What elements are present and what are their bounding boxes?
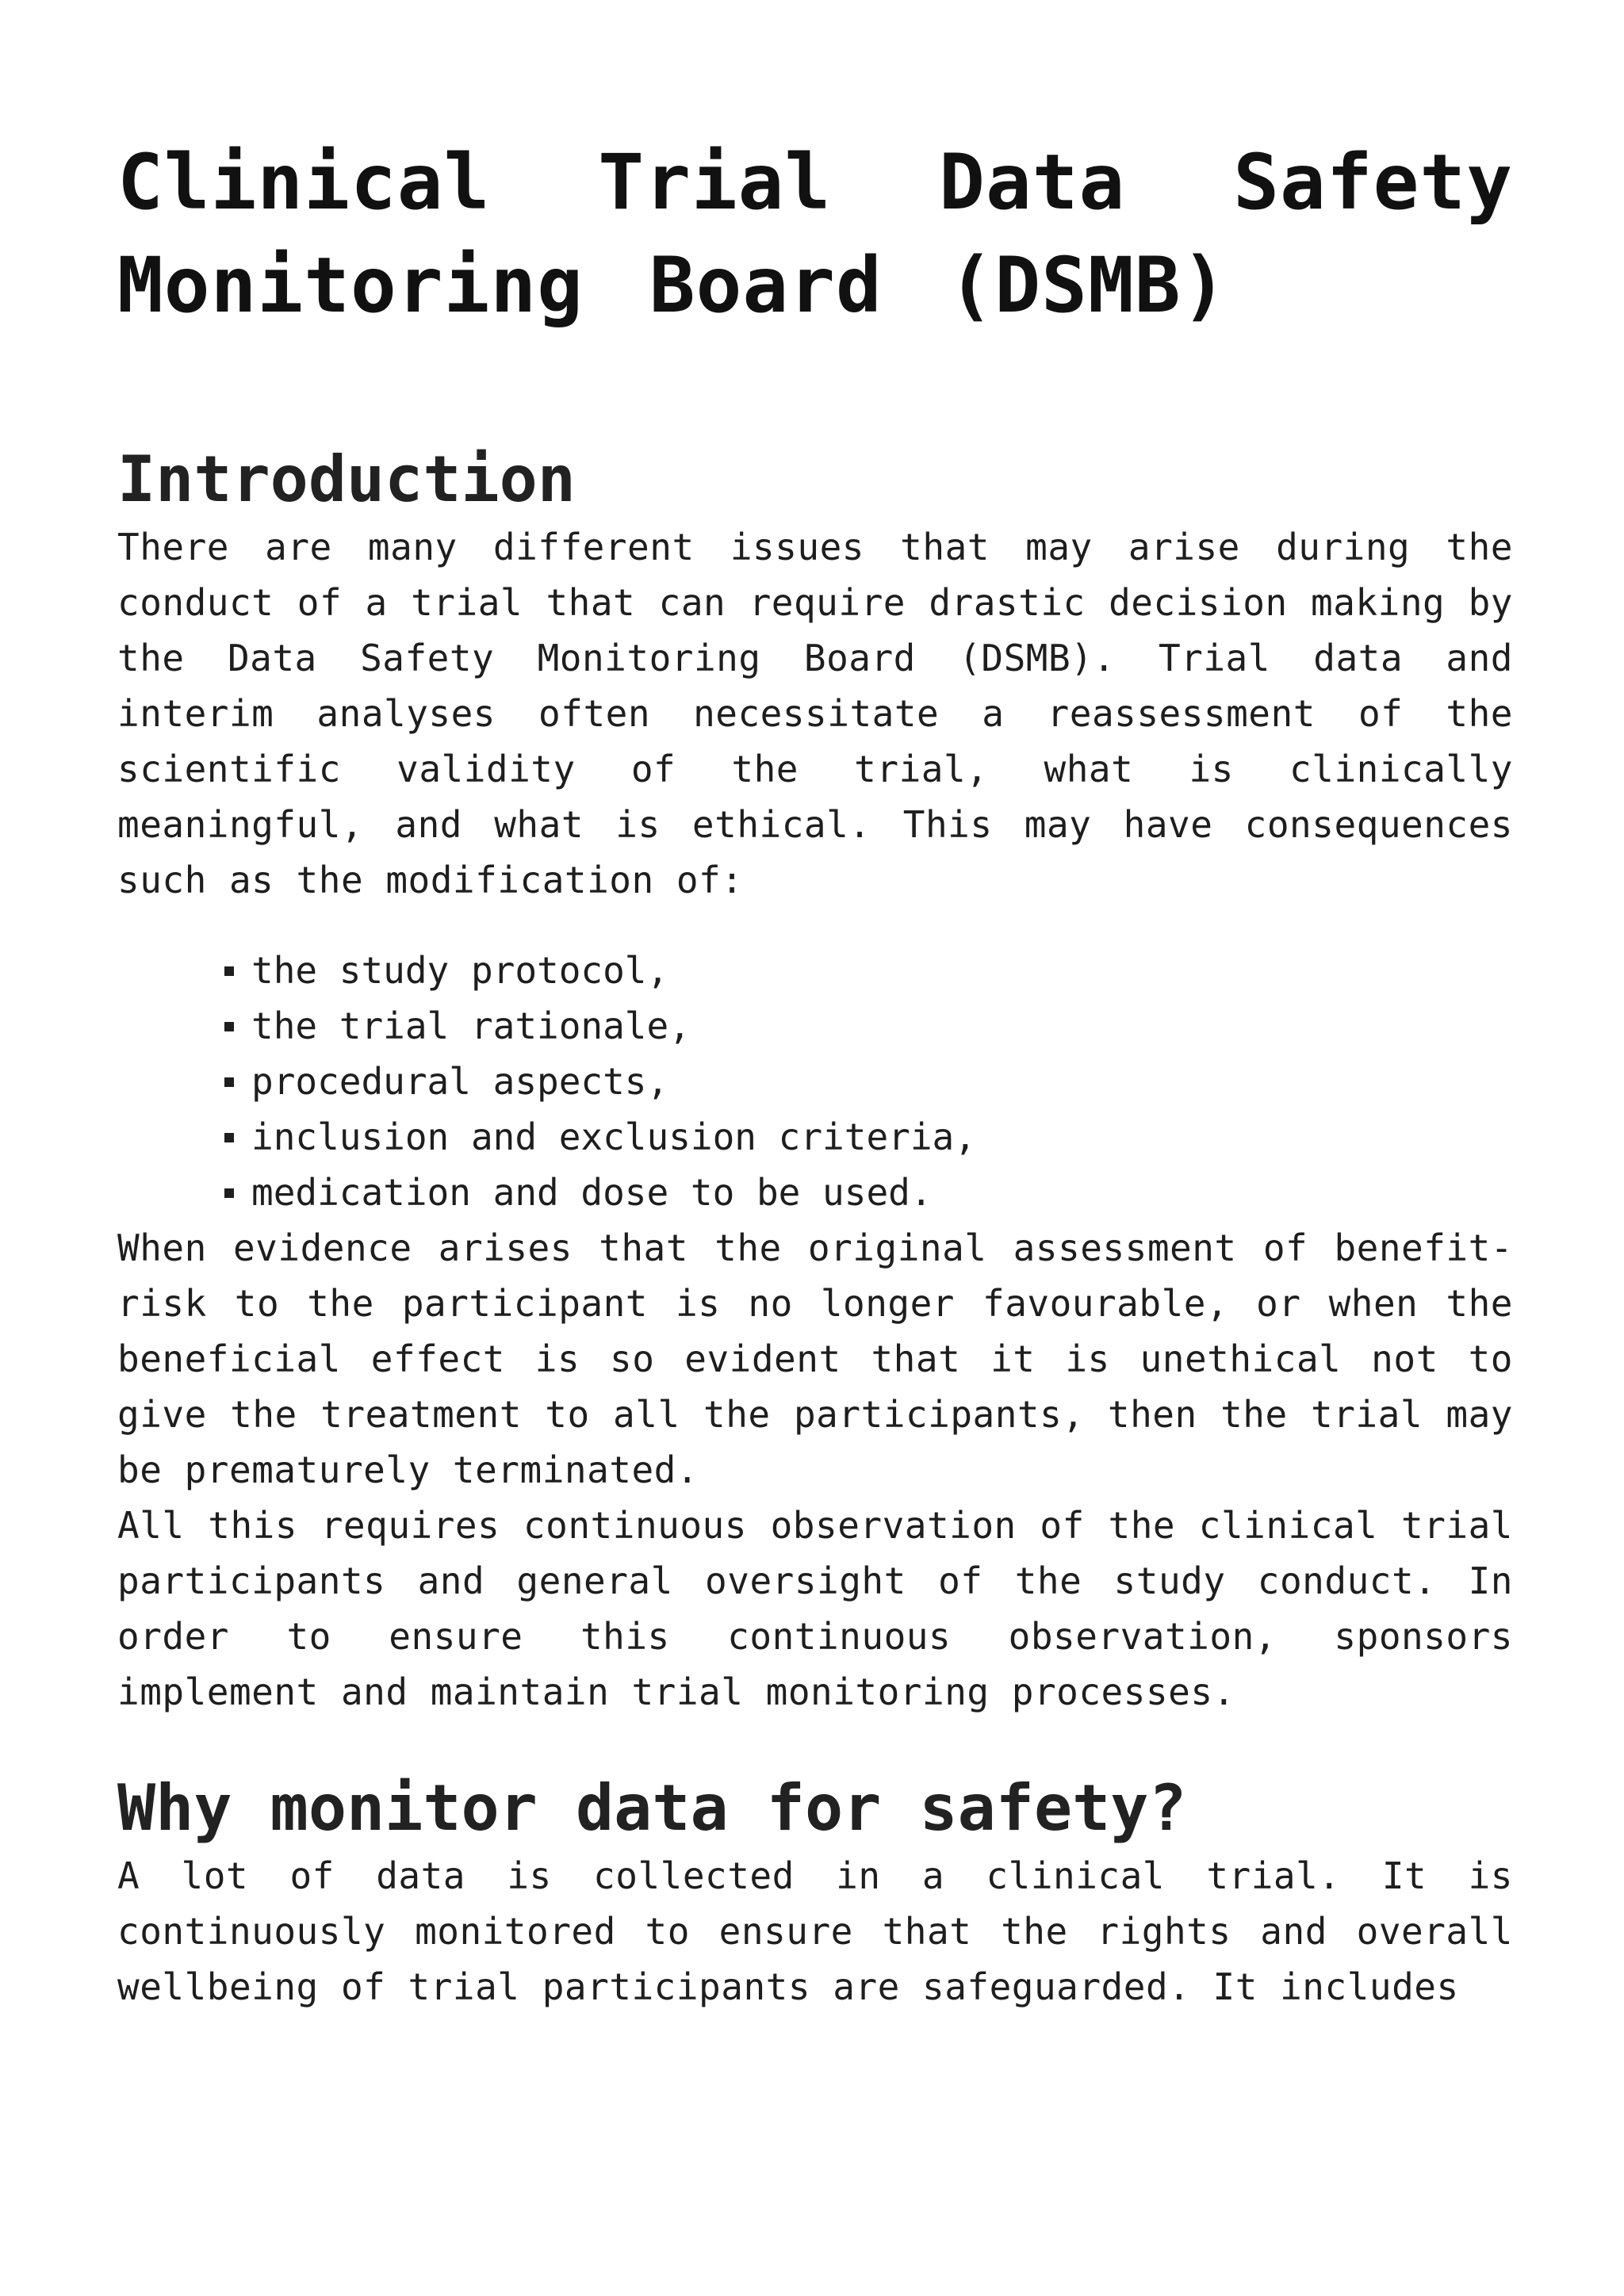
list-item-text: procedural aspects, [251,1060,669,1103]
list-item-text: the study protocol, [251,949,669,992]
monitoring-paragraph: All this requires continuous observation of the clinical trial participants and general oversight of the study conduct. In order to ensure this continuous observation, sponsors implement and maintain trial monitoring processes. [117,1504,1513,1713]
bullet-square-icon [224,1022,234,1031]
list-item [224,1165,1513,1220]
introduction-paragraph: There are many different issues that may arise during the conduct of a trial that can require drastic decision making by the Data Safety Monitoring Board (DSMB). Trial data and interim analyses often necessitate a reassessment of the scientific validity of the trial, what is clinically meaningful, and what is ethical. This may have consequences such as the modification of: [117,526,1513,901]
list-item [224,998,1513,1054]
section-heading-introduction: Introduction [117,442,576,516]
bullet-square-icon [224,1188,234,1198]
section-heading-why-monitor: Why monitor data for safety? [117,1771,1187,1845]
document-page [117,131,1513,2015]
list-item [224,1109,1513,1165]
modification-list [117,943,1513,1220]
bullet-square-icon [224,966,234,976]
list-item [224,943,1513,998]
list-item-text: inclusion and exclusion criteria, [251,1115,976,1158]
bullet-square-icon [224,1077,234,1087]
termination-paragraph: When evidence arises that the original assessment of benefit-risk to the participant is no longer favourable, or when the beneficial effect is so evident that it is unethical not to give the treatment to all the participants, then the trial may be prematurely terminated. [117,1226,1513,1491]
page-title: Clinical Trial Data Safety Monitoring Board (DSMB) [117,138,1513,330]
why-monitor-paragraph: A lot of data is collected in a clinical trial. It is continuously monitored to ensure that the rights and overall wellbeing of trial participants are safeguarded. It includes [117,1854,1513,2008]
list-item-text: medication and dose to be used. [251,1171,933,1214]
list-item-text: the trial rationale, [251,1004,691,1047]
list-item [224,1054,1513,1109]
bullet-square-icon [224,1133,234,1142]
